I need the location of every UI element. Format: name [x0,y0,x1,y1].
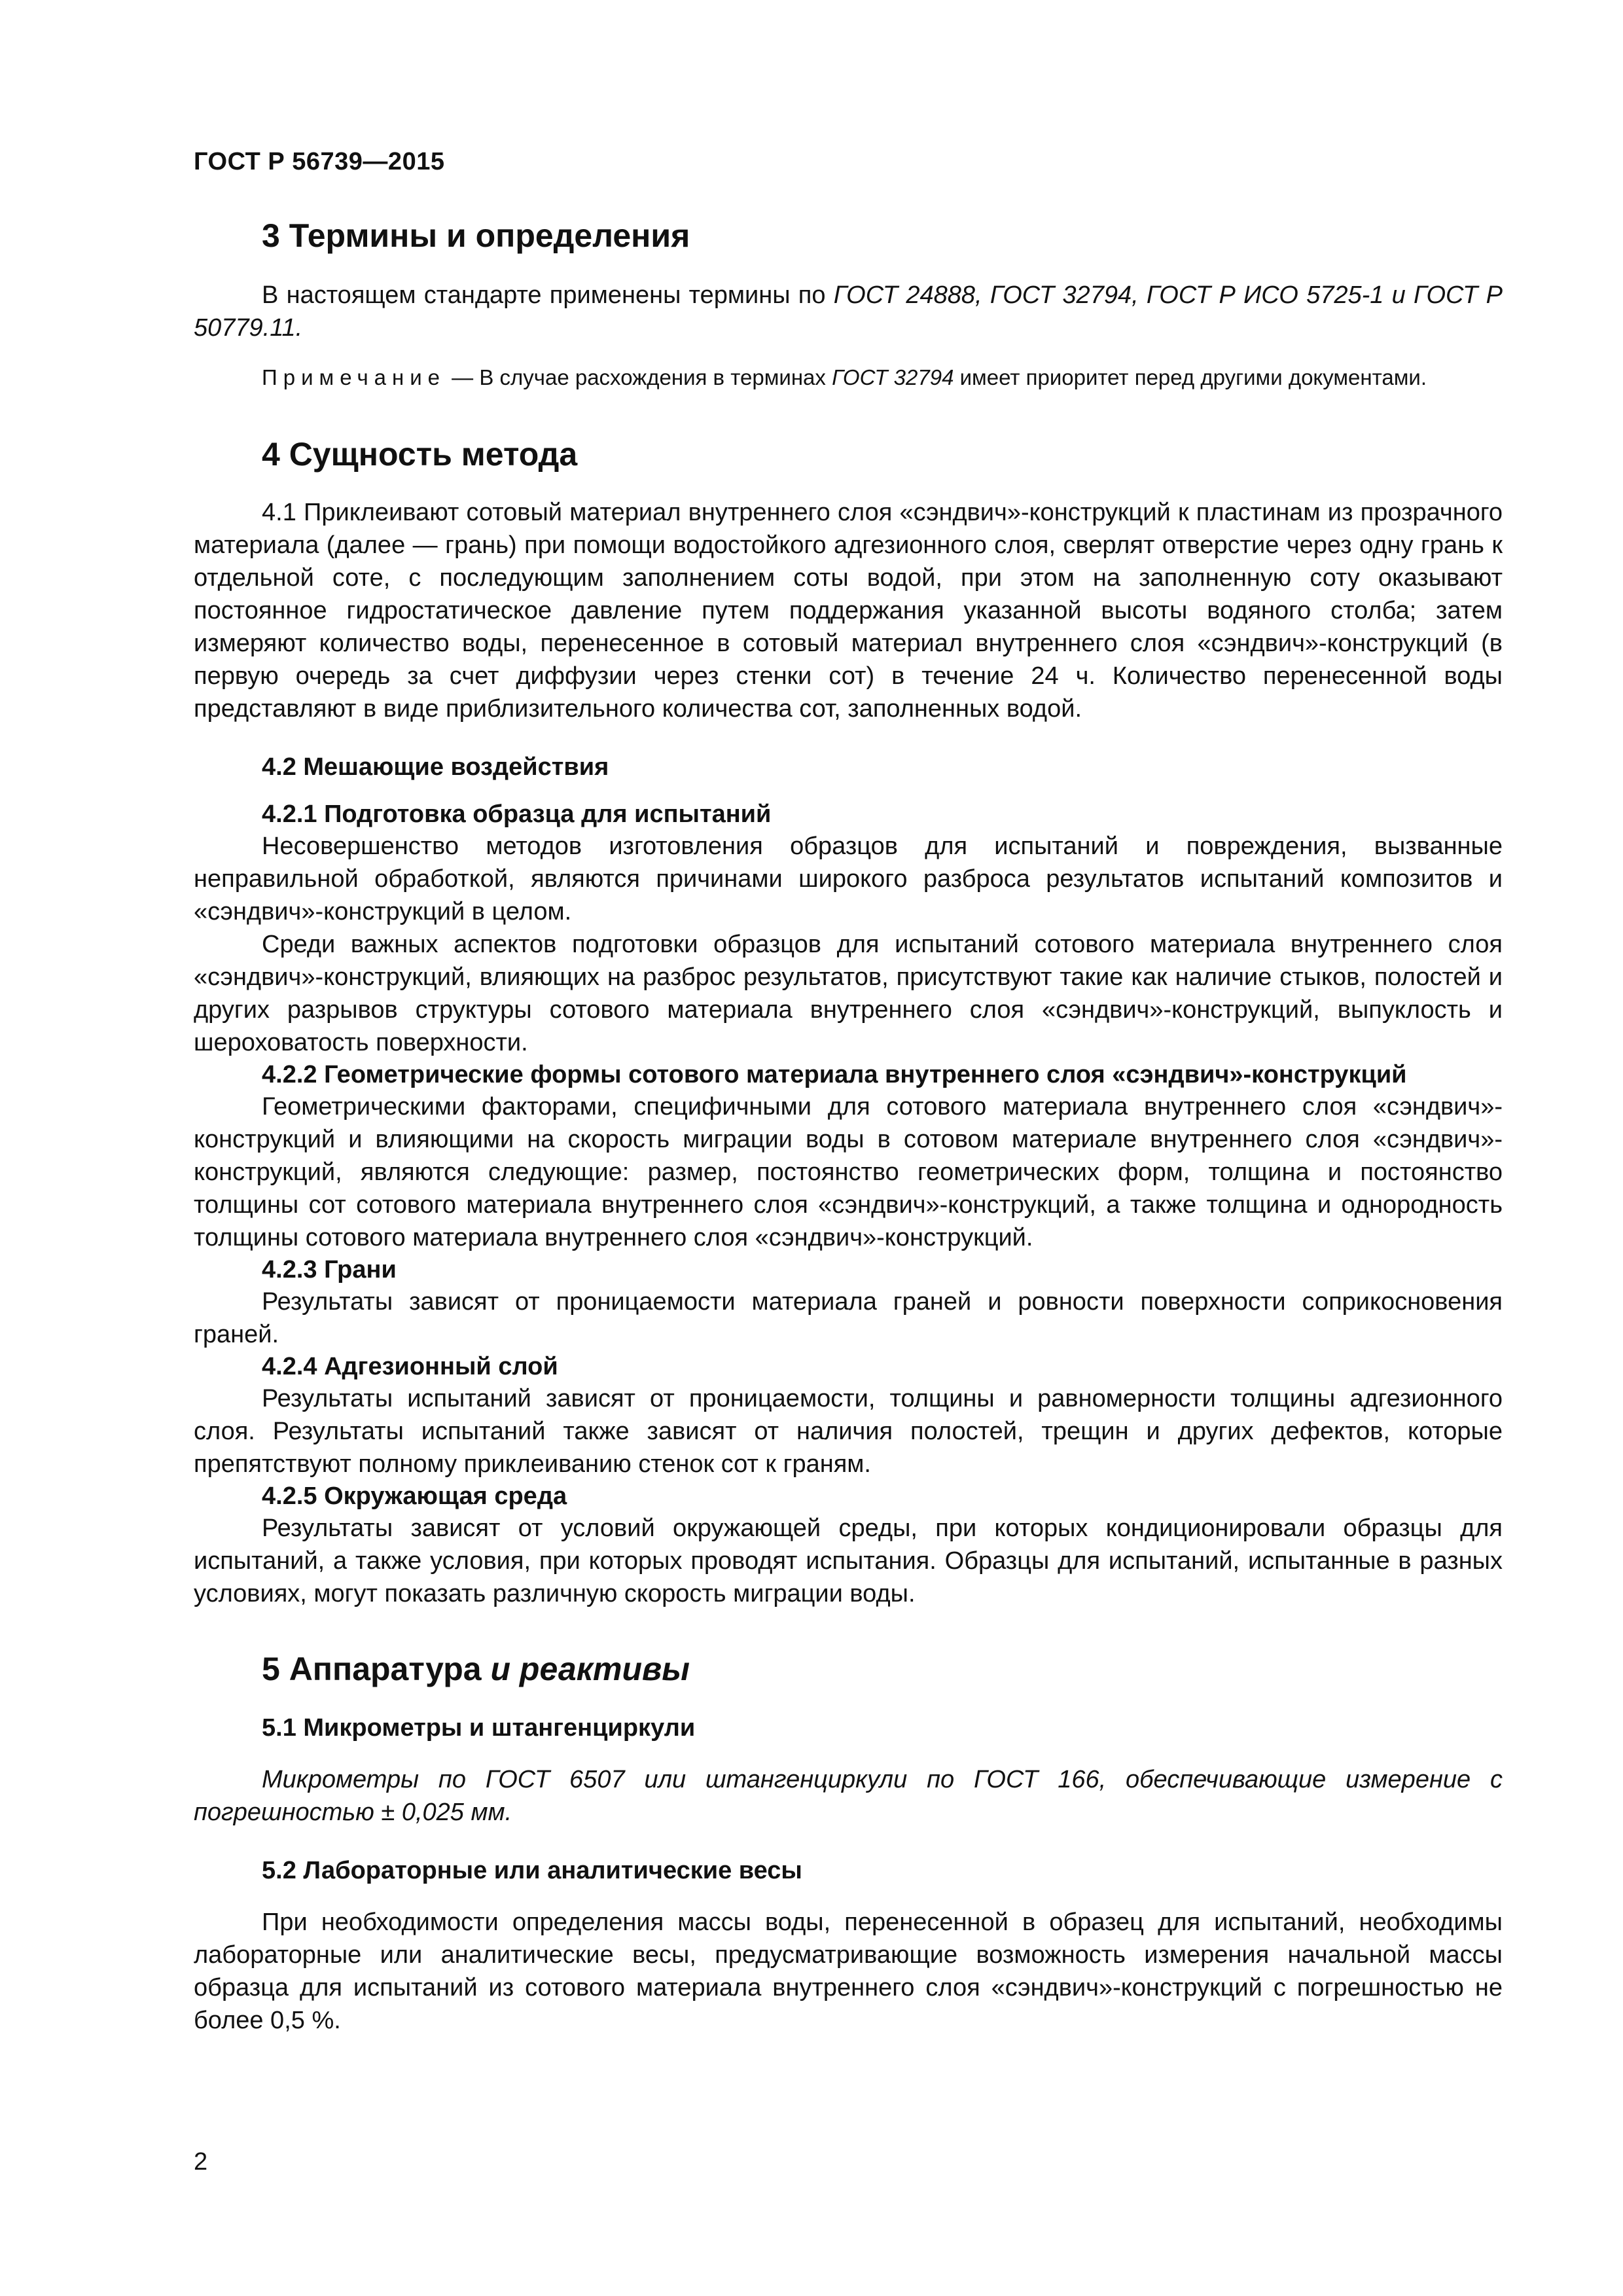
paragraph-4-2-5: Результаты зависят от условий окружающей среды, при которых кондиционировали образцы для испытаний, а также условия, при которых проводят испытания. Образцы для испытаний, испытанные в разных условиях, могут показать различную скорость миграции воды. [194,1515,1503,1607]
section-3-title: 3 Термины и определения [262,217,690,254]
heading-4-2-2: 4.2.2 Геометрические формы сотового материала внутреннего слоя «сэндвич»-конструкций [262,1061,1407,1088]
section-3-note [194,363,1503,393]
paragraph-4-2-2: Геометрическими факторами, специфичными для сотового материала внутреннего слоя «сэндвич»-конструкций и влияющими на скорость миграции воды в сотовом материале внутреннего слоя «сэндвич»-конструкций, являются следующие: размер, постоянство геометрических форм, толщина и постоянство толщины сот сотового материала внутреннего слоя «сэндвич»-конструкций, а также толщина и однородность толщины сотового материала внутреннего слоя «сэндвич»-конструкций. [194,1093,1503,1251]
page-content [194,216,1503,2037]
page-number: 2 [194,2148,208,2176]
heading-5-1: 5.1 Микрометры и штангенциркули [262,1714,696,1742]
paragraph-4-2-4: Результаты испытаний зависят от проницаемости, толщины и равномерности толщины адгезионного слоя. Результаты испытаний также зависят от наличия полостей, трещин и других дефектов, которые препятствуют полному приклеиванию стенок сот к граням. [194,1385,1503,1478]
heading-4-2: 4.2 Мешающие воздействия [262,753,609,781]
note-label: Примечание [262,365,446,389]
section-3-text: В настоящем стандарте применены термины по [262,281,834,309]
heading-5-2: 5.2 Лабораторные или аналитические весы [262,1857,802,1884]
heading-4-2-4: 4.2.4 Адгезионный слой [262,1353,558,1380]
paragraph-4-1: 4.1 Приклеивают сотовый материал внутреннего слоя «сэндвич»-конструкций к пластинам из прозрачного материала (далее — грань) при помощи водостойкого адгезионного слоя, сверлят отверстие через одну грань к отдельной соте, с последующим заполнением соты водой, при этом на заполненную соту оказывают постоянное гидростатическое давление путем поддержания указанной высоты водяного столба; затем измеряют количество воды, перенесенное в сотовый материал внутреннего слоя «сэндвич»-конструкций (в первую очередь за счет диффузии через стенки сот) в течение 24 ч. Количество перенесенной воды представляют в виде приблизительного количества сот, заполненных водой. [194,499,1503,723]
section-5-title-main: 5 Аппаратура [262,1651,491,1687]
document-code: ГОСТ Р 56739—2015 [194,148,445,175]
section-3-references: ГОСТ 24888, ГОСТ 32794, ГОСТ Р ИСО 5725-1 и ГОСТ Р 50779.11. [194,281,1503,342]
paragraph-4-2-1-b: Среди важных аспектов подготовки образцов для испытаний сотового материала внутреннего слоя «сэндвич»-конструкций, влияющих на разброс результатов, присутствуют такие как наличие стыков, полостей и других разрывов структуры сотового материала внутреннего слоя «сэндвич»-конструкций, выпуклость и шероховатость поверхности. [194,931,1503,1056]
heading-4-2-3: 4.2.3 Грани [262,1256,397,1283]
section-4-title: 4 Сущность метода [262,436,578,473]
section-3-paragraph [194,279,1503,344]
note-text-2: имеет приоритет перед другими документами. [954,365,1427,389]
paragraph-4-2-3: Результаты зависят от проницаемости материала граней и ровности поверхности соприкосновения граней. [194,1288,1503,1348]
paragraph-5-2: При необходимости определения массы воды, перенесенной в образец для испытаний, необходимы лабораторные или аналитические весы, предусматривающие возможность измерения начальной массы образца для испытаний из сотового материала внутреннего слоя «сэндвич»-конструкций с погрешностью не более 0,5 %. [194,1909,1503,2034]
paragraph-4-2-1-a: Несовершенство методов изготовления образцов для испытаний и повреждения, вызванные неправильной обработкой, являются причинами широкого разброса результатов испытаний композитов и «сэндвич»-конструкций в целом. [194,833,1503,925]
note-text-1: — В случае расхождения в терминах [446,365,832,389]
section-5-title [194,1649,1503,1689]
note-reference: ГОСТ 32794 [832,365,954,389]
section-5-title-italic: и реактивы [490,1651,690,1687]
heading-4-2-5: 4.2.5 Окружающая среда [262,1482,567,1510]
paragraph-5-1: Микрометры по ГОСТ 6507 или штангенциркули по ГОСТ 166, обеспечивающие измерение с погрешностью ± 0,025 мм. [194,1766,1503,1826]
heading-4-2-1: 4.2.1 Подготовка образца для испытаний [262,800,772,828]
